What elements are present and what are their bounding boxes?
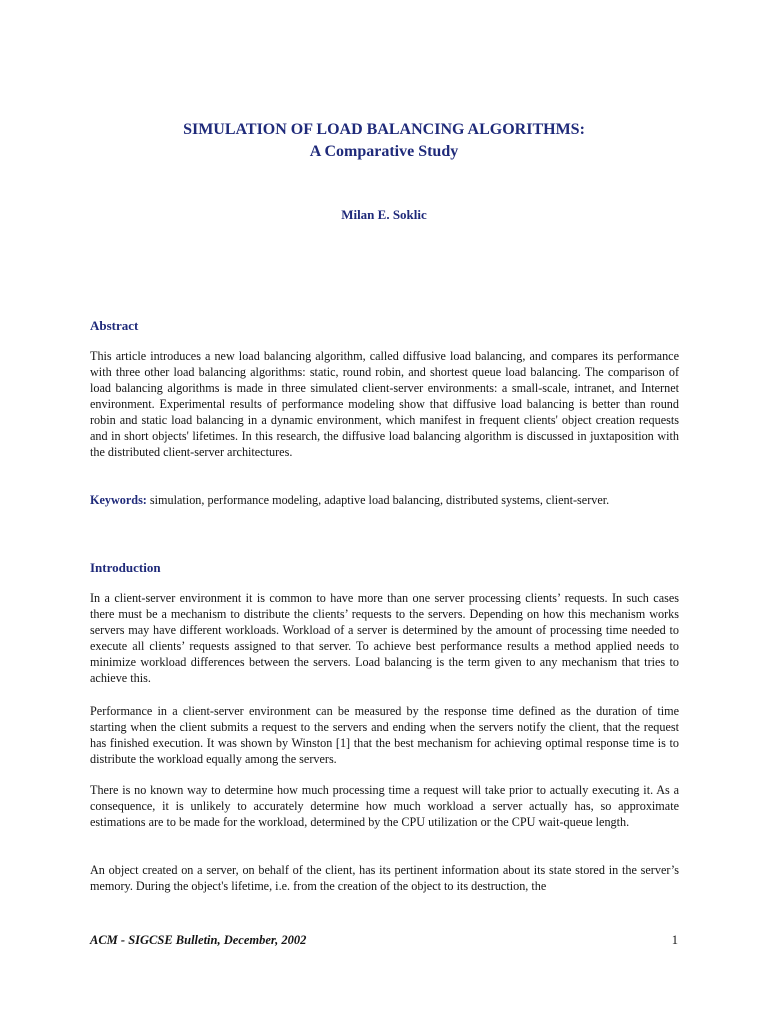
intro-paragraph-2: Performance in a client-server environment can be measured by the response time defined as the duration of time starting when the client submits a request to the servers and ending when the servers notify the client, that the request has finished execution. It was shown by Winston [1] that the best mechanism for achieving optimal response time is to distribute the workload equally among the servers.: [90, 704, 679, 766]
keywords-line: [90, 492, 679, 508]
keywords-label: Keywords:: [90, 493, 147, 507]
intro-paragraph-1: In a client-server environment it is common to have more than one server processing clients’ requests. In such cases there must be a mechanism to distribute the clients’ requests to the servers. Depending on how this mechanism works servers may have different workloads. Workload of a server is determined by the amount of processing time needed to execute all clients’ requests assigned to that server. To achieve best performance results a method applied needs to minimize workload differences between the servers. Load balancing is the term given to any mechanism that tries to achieve this.: [90, 591, 679, 685]
footer-journal: ACM - SIGCSE Bulletin, December, 2002: [90, 933, 307, 947]
abstract-text: This article introduces a new load balancing algorithm, called diffusive load balancing, and compares its performance with three other load balancing algorithms: static, round robin, and shortest queue load balancing. The comparison of load balancing algorithms is made in three simulated client-server environments: a small-scale, intranet, and Internet environment. Experimental results of performance modeling show that diffusive load balancing is better than round robin and static load balancing in a dynamic environment, which manifest in frequent clients' object creation requests and in short objects' lifetimes. In this research, the diffusive load balancing algorithm is discussed in juxtaposition with the distributed client-server architectures.: [90, 349, 679, 459]
keywords-text: simulation, performance modeling, adaptive load balancing, distributed systems, client-server.: [146, 493, 610, 507]
introduction-heading: Introduction: [90, 560, 161, 575]
page-number: 1: [671, 933, 678, 947]
abstract-heading: Abstract: [90, 318, 139, 333]
author-name: Milan E. Soklic: [341, 207, 427, 222]
intro-paragraph-3: There is no known way to determine how much processing time a request will take prior to actually executing it. As a consequence, it is unlikely to accurately determine how much workload a server actually has, so approximate estimations are to be made for the workload, determined by the CPU utilization or the CPU wait-queue length.: [90, 783, 679, 829]
title-line-2: A Comparative Study: [309, 143, 459, 160]
paper-title: [90, 119, 678, 163]
title-line-1: SIMULATION OF LOAD BALANCING ALGORITHMS:: [183, 121, 585, 138]
intro-paragraph-4: An object created on a server, on behalf of the client, has its pertinent information about its state stored in the server’s memory. During the object's lifetime, i.e. from the creation of the object to its destruction, the: [90, 863, 679, 893]
